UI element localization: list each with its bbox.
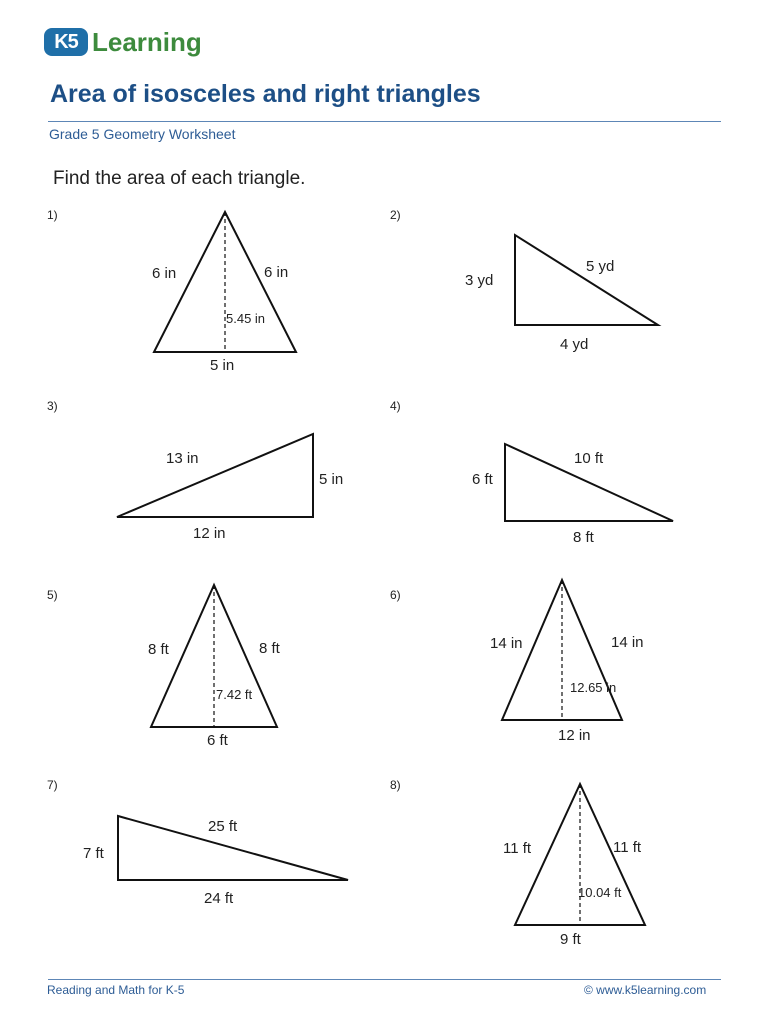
problem-2-number: 2) [390,208,401,222]
t6-right-side: 14 in [611,634,644,651]
worksheet-subtitle: Grade 5 Geometry Worksheet [49,126,236,142]
t8-base: 9 ft [560,931,581,948]
t8-height: 10.04 ft [578,885,622,900]
t5-left-side: 8 ft [148,641,169,658]
t8-right-side: 11 ft [613,839,642,856]
t5-base: 6 ft [207,732,228,749]
problem-5-number: 5) [47,588,58,602]
footer-tagline: Reading and Math for K-5 [47,983,185,997]
t3-vertical-side: 5 in [319,471,344,488]
problem-7-number: 7) [47,778,58,792]
t2-vertical-side: 3 yd [465,272,494,289]
problem-8-number: 8) [390,778,401,792]
worksheet-title: Area of isosceles and right triangles [50,80,481,108]
t4-hypotenuse: 10 ft [574,450,604,467]
t4-vertical-side: 6 ft [472,471,493,488]
t3-base: 12 in [193,525,226,542]
t7-hypotenuse: 25 ft [208,818,238,835]
footer-website-link[interactable]: © www.k5learning.com [584,983,707,997]
t6-left-side: 14 in [490,635,523,652]
logo-badge: K5 [44,28,88,56]
t1-right-side: 6 in [264,264,289,281]
t7-base: 24 ft [204,890,234,907]
triangle-2 [515,235,658,325]
logo-word: Learning [92,27,202,57]
t1-height: 5.45 in [226,311,266,326]
t4-base: 8 ft [573,529,594,546]
t2-hypotenuse: 5 yd [586,258,615,275]
t1-left-side: 6 in [152,265,177,282]
t2-base: 4 yd [560,336,589,353]
t3-hypotenuse: 13 in [166,450,199,467]
footer-divider [48,979,721,980]
problem-3-number: 3) [47,399,58,413]
problem-1-number: 1) [47,208,58,222]
t6-base: 12 in [558,727,591,744]
problem-6-number: 6) [390,588,401,602]
t5-height: 7.42 ft [216,687,253,702]
t6-height: 12.65 in [570,680,617,695]
triangle-3 [117,434,313,517]
t8-left-side: 11 ft [503,840,532,857]
t5-right-side: 8 ft [259,640,280,657]
instructions: Find the area of each triangle. [53,168,306,189]
t7-vertical-side: 7 ft [83,845,104,862]
problem-4-number: 4) [390,399,401,413]
t1-base: 5 in [210,357,235,374]
